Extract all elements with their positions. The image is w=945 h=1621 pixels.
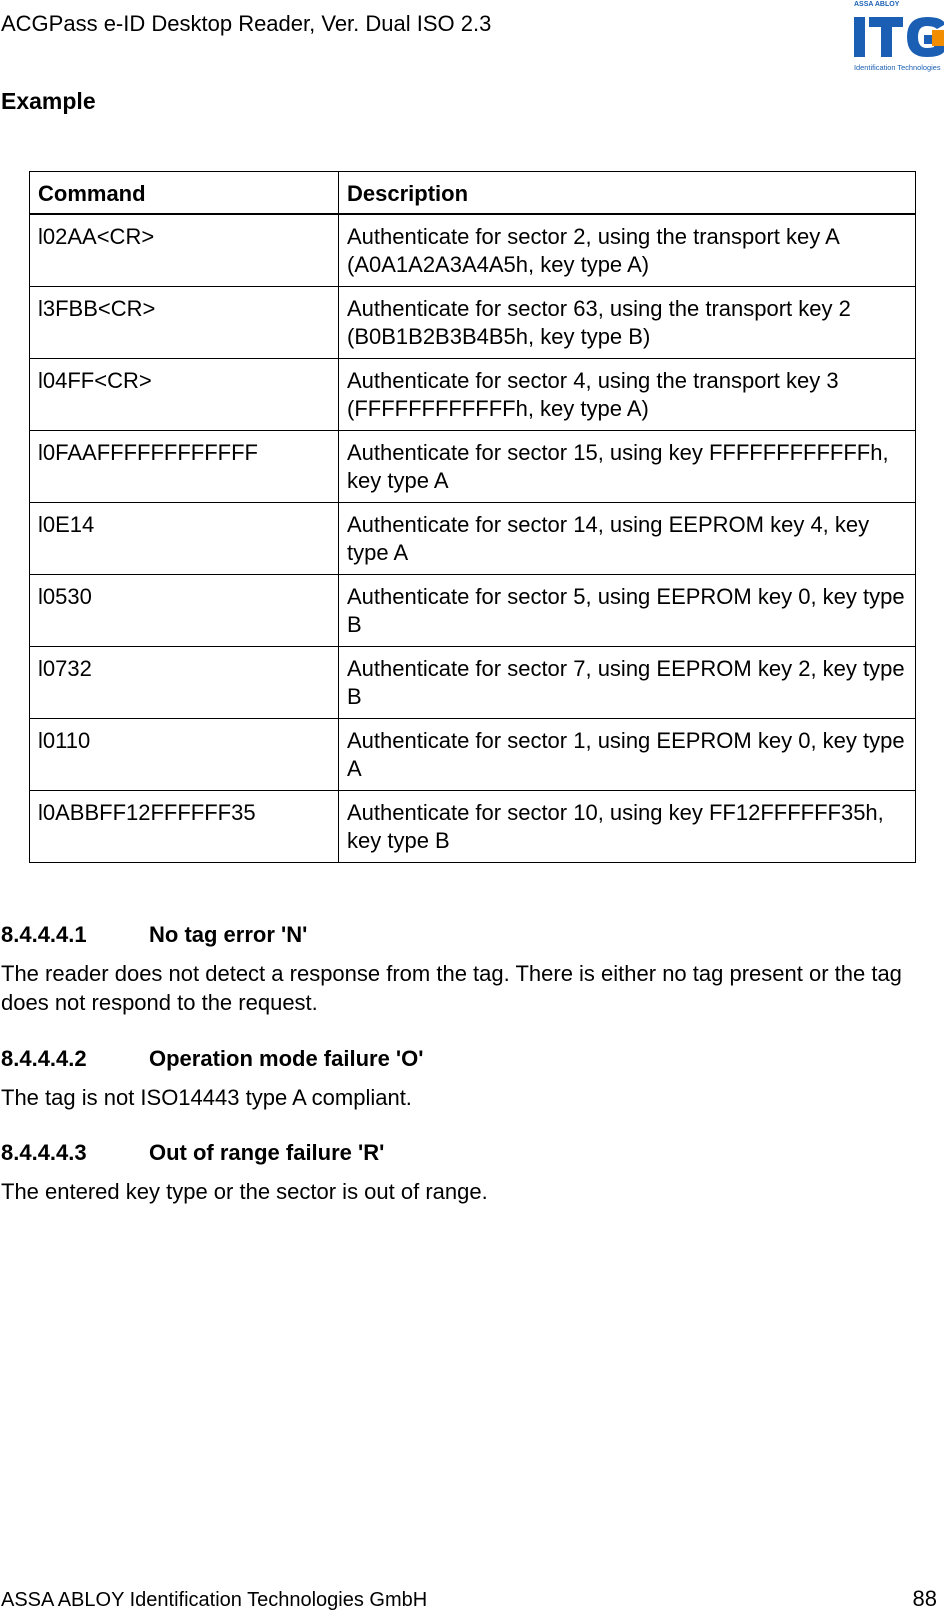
table-row	[30, 287, 916, 359]
description-cell: Authenticate for sector 15, using key FFFFFFFFFFFFh, key type A	[339, 431, 916, 503]
page-number: 88	[912, 1586, 937, 1611]
command-cell: l0E14	[30, 503, 339, 575]
table-row	[30, 431, 916, 503]
section-number: 8.4.4.4.1	[1, 922, 87, 947]
document-header-title: ACGPass e-ID Desktop Reader, Ver. Dual ISO 2.3	[1, 11, 492, 36]
column-header-command: Command	[30, 172, 339, 215]
command-cell: l0530	[30, 575, 339, 647]
section-title: Out of range failure 'R'	[149, 1140, 385, 1165]
table-row	[30, 647, 916, 719]
command-cell: l0FAAFFFFFFFFFFFF	[30, 431, 339, 503]
section-title: Operation mode failure 'O'	[149, 1046, 424, 1071]
section-heading-out-of-range-failure	[1, 1140, 384, 1166]
description-cell: Authenticate for sector 7, using EEPROM key 2, key type B	[339, 647, 916, 719]
description-cell: Authenticate for sector 2, using the transport key A (A0A1A2A3A4A5h, key type A)	[339, 214, 916, 287]
section-heading-no-tag-error	[1, 922, 307, 948]
section-paragraph-no-tag-error: The reader does not detect a response from the tag. There is either no tag present or the tag does not respond to the request.	[1, 961, 902, 1015]
command-cell: l0110	[30, 719, 339, 791]
description-cell: Authenticate for sector 4, using the transport key 3 (FFFFFFFFFFFFh, key type A)	[339, 359, 916, 431]
example-heading: Example	[1, 88, 96, 114]
command-cell: l0732	[30, 647, 339, 719]
table-header-row	[30, 172, 916, 215]
logo-bottom-text: Identification Technologies	[854, 63, 941, 72]
description-cell: Authenticate for sector 63, using the transport key 2 (B0B1B2B3B4B5h, key type B)	[339, 287, 916, 359]
table-row	[30, 359, 916, 431]
column-header-description: Description	[339, 172, 916, 215]
section-number: 8.4.4.4.2	[1, 1046, 87, 1071]
table-row	[30, 575, 916, 647]
command-cell: l02AA<CR>	[30, 214, 339, 287]
command-cell: l04FF<CR>	[30, 359, 339, 431]
section-number: 8.4.4.4.3	[1, 1140, 87, 1165]
logo-top-text: ASSA ABLOY	[854, 1, 900, 8]
table-row	[30, 503, 916, 575]
description-cell: Authenticate for sector 14, using EEPROM key 4, key type A	[339, 503, 916, 575]
itg-logo	[852, 0, 945, 78]
description-cell: Authenticate for sector 5, using EEPROM key 0, key type B	[339, 575, 916, 647]
section-title: No tag error 'N'	[149, 922, 308, 947]
table-row	[30, 214, 916, 287]
section-paragraph-out-of-range-failure: The entered key type or the sector is out of range.	[1, 1179, 488, 1204]
command-cell: l3FBB<CR>	[30, 287, 339, 359]
command-table	[29, 171, 916, 863]
description-cell: Authenticate for sector 1, using EEPROM key 0, key type A	[339, 719, 916, 791]
section-paragraph-operation-mode-failure: The tag is not ISO14443 type A compliant.	[1, 1085, 412, 1110]
section-heading-operation-mode-failure	[1, 1046, 424, 1072]
command-cell: l0ABBFF12FFFFFF35	[30, 791, 339, 863]
table-row	[30, 791, 916, 863]
description-cell: Authenticate for sector 10, using key FF12FFFFFF35h, key type B	[339, 791, 916, 863]
footer-company: ASSA ABLOY Identification Technologies GmbH	[1, 1589, 428, 1611]
table-row	[30, 719, 916, 791]
